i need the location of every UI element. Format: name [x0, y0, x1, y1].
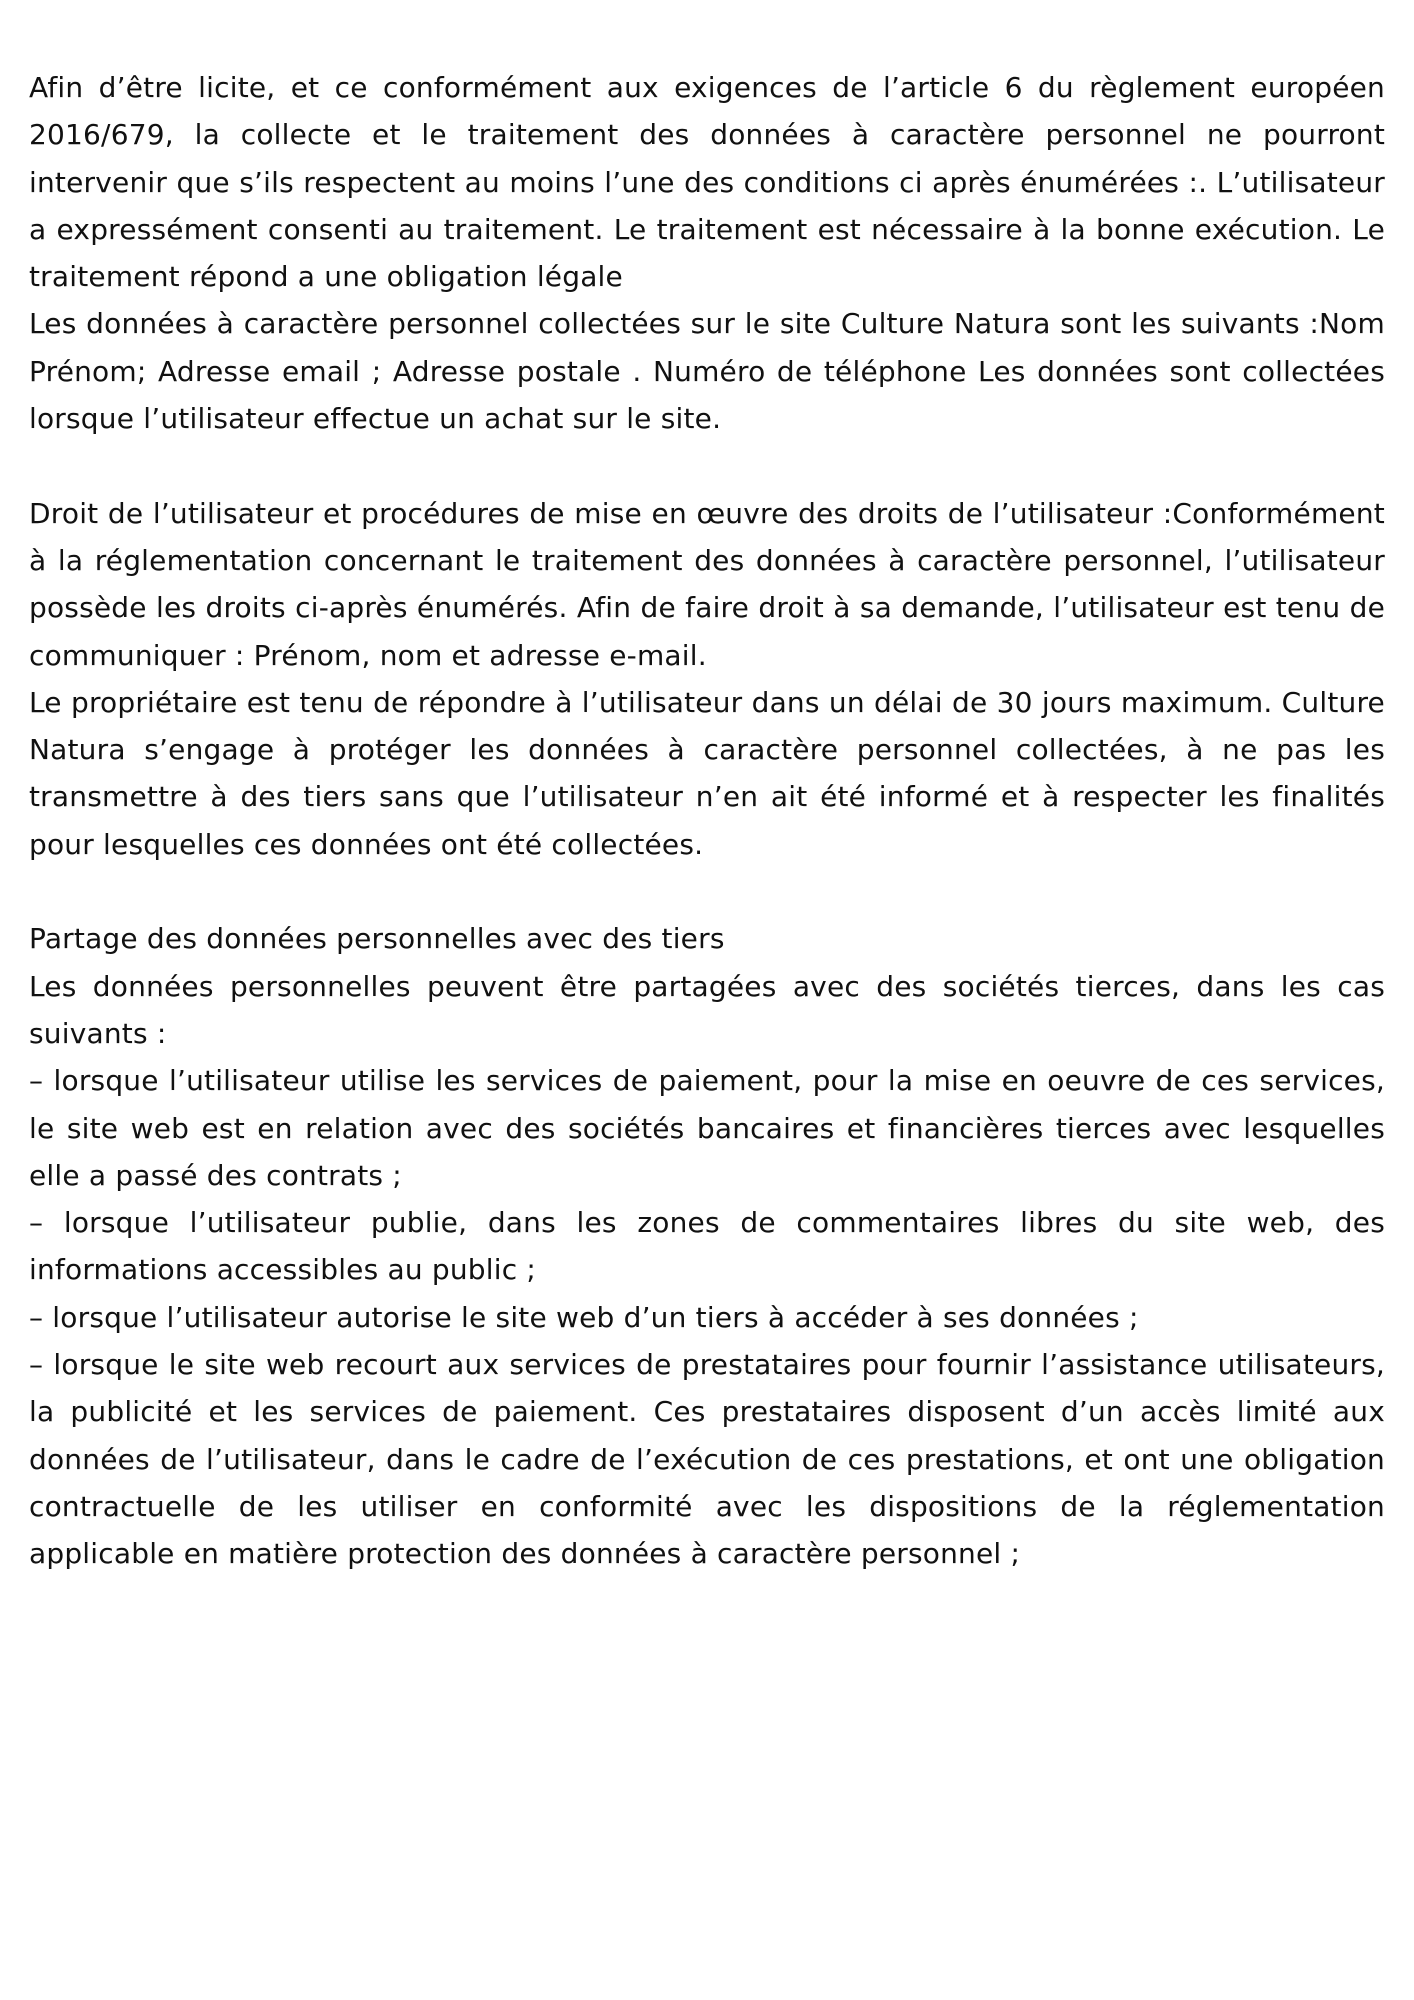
consent-paragraph: Afin d’être licite, et ce conformément aux exigences de l’article 6 du règlement européen 2016/679, la collecte et le traitement des données à caractère personnel ne pourront intervenir que s’ils respectent au moins l’une des conditions ci après énumérées :. L’utilisateur a expressément consenti au traitement. Le traitement est nécessaire à la bonne exécution. Le traitement répond a une obligation légale [29, 71, 1385, 294]
collected-data-paragraph: Les données à caractère personnel collectées sur le site Culture Natura sont les suivants :Nom Prénom; Adresse email ; Adresse postale . Numéro de téléphone Les données sont collectées lorsque l’utilisateur effectue un achat sur le site. [29, 307, 1385, 436]
list-item: – lorsque l’utilisateur utilise les services de paiement, pour la mise en oeuvre de ces services, le site web est en relation avec des sociétés bancaires et financières tierces avec lesquelles elle a passé des contrats ; [29, 1064, 1385, 1192]
section-spacer [29, 442, 1385, 489]
list-item: – lorsque le site web recourt aux services de prestataires pour fournir l’assistance utilisateurs, la publicité et les services de paiement. Ces prestataires disposent d’un accès limité aux données de l’utilisateur, dans le cadre de l’exécution de ces prestations, et ont une obligation contractuelle de les utiliser en conformité avec les dispositions de la réglementation applicable en matière protection des données à caractère personnel ; [29, 1348, 1385, 1571]
section-spacer [29, 868, 1385, 915]
section-heading: Partage des données personnelles avec des tiers [29, 922, 725, 956]
list-item: – lorsque l’utilisateur autorise le site web d’un tiers à accéder à ses données ; [29, 1300, 1139, 1334]
sharing-intro-paragraph: Les données personnelles peuvent être partagées avec des sociétés tierces, dans les cas suivants : [29, 969, 1385, 1050]
user-rights-paragraph: Droit de l’utilisateur et procédures de mise en œuvre des droits de l’utilisateur :Conformément à la réglementation concernant le traitement des données à caractère personnel, l’utilisateur possède les droits ci-après énumérés. Afin de faire droit à sa demande, l’utilisateur est tenu de communiquer : Prénom, nom et adresse e-mail. [29, 496, 1385, 672]
owner-commitment-paragraph: Le propriétaire est tenu de répondre à l’utilisateur dans un délai de 30 jours maximum. Culture Natura s’engage à protéger les données à caractère personnel collectées, à ne pas les transmettre à des tiers sans que l’utilisateur n’en ait été informé et à respecter les finalités pour lesquelles ces données ont été collectées. [29, 685, 1385, 861]
document-page [29, 64, 1385, 1578]
list-item: – lorsque l’utilisateur publie, dans les zones de commentaires libres du site web, des informations accessibles au public ; [29, 1206, 1385, 1287]
